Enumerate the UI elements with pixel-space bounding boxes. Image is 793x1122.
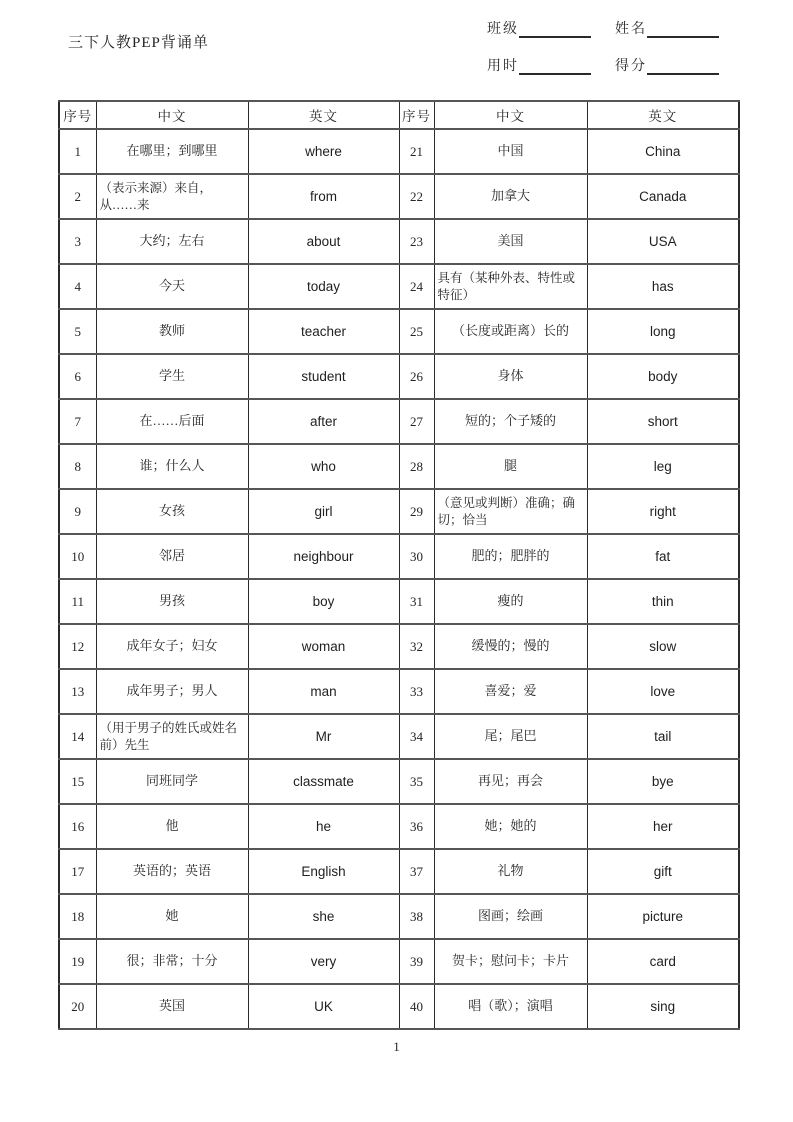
chinese-cell: 今天 [96, 264, 248, 309]
name-label: 姓名 [615, 22, 647, 37]
table-row [59, 579, 739, 624]
student-info-fields [487, 18, 747, 92]
vocab-table-body [59, 129, 739, 1029]
chinese-cell: 瘦的 [434, 579, 587, 624]
english-cell: UK [248, 984, 399, 1029]
index-cell: 18 [59, 894, 96, 939]
english-cell: classmate [248, 759, 399, 804]
name-field [615, 18, 719, 38]
index-cell: 12 [59, 624, 96, 669]
table-row [59, 714, 739, 759]
index-cell: 26 [399, 354, 434, 399]
english-cell: who [248, 444, 399, 489]
index-cell: 13 [59, 669, 96, 714]
index-cell: 25 [399, 309, 434, 354]
chinese-cell: 教师 [96, 309, 248, 354]
chinese-cell: 在……后面 [96, 399, 248, 444]
chinese-cell: （用于男子的姓氏或姓名前）先生 [96, 714, 248, 759]
table-row [59, 489, 739, 534]
time-fill-line [519, 60, 591, 75]
index-cell: 37 [399, 849, 434, 894]
index-cell: 28 [399, 444, 434, 489]
english-cell: love [587, 669, 739, 714]
english-cell: Canada [587, 174, 739, 219]
index-cell: 9 [59, 489, 96, 534]
english-cell: card [587, 939, 739, 984]
fields-row-2 [487, 55, 747, 75]
index-cell: 1 [59, 129, 96, 174]
table-row [59, 174, 739, 219]
index-cell: 30 [399, 534, 434, 579]
table-row [59, 264, 739, 309]
index-cell: 29 [399, 489, 434, 534]
header-index-left: 序号 [59, 101, 96, 129]
english-cell: short [587, 399, 739, 444]
table-row [59, 399, 739, 444]
table-row [59, 309, 739, 354]
chinese-cell: 唱（歌）；演唱 [434, 984, 587, 1029]
chinese-cell: 身体 [434, 354, 587, 399]
index-cell: 23 [399, 219, 434, 264]
chinese-cell: 再见；再会 [434, 759, 587, 804]
index-cell: 40 [399, 984, 434, 1029]
chinese-cell: 男孩 [96, 579, 248, 624]
english-cell: Mr [248, 714, 399, 759]
index-cell: 17 [59, 849, 96, 894]
table-row [59, 444, 739, 489]
index-cell: 16 [59, 804, 96, 849]
chinese-cell: 她 [96, 894, 248, 939]
score-label: 得分 [615, 59, 647, 74]
chinese-cell: 邻居 [96, 534, 248, 579]
header-english-left: 英文 [248, 101, 399, 129]
english-cell: very [248, 939, 399, 984]
chinese-cell: 在哪里；到哪里 [96, 129, 248, 174]
index-cell: 8 [59, 444, 96, 489]
chinese-cell: 英语的；英语 [96, 849, 248, 894]
table-row [59, 939, 739, 984]
english-cell: bye [587, 759, 739, 804]
index-cell: 10 [59, 534, 96, 579]
header-row [59, 101, 739, 129]
index-cell: 36 [399, 804, 434, 849]
time-label: 用时 [487, 59, 519, 74]
index-cell: 27 [399, 399, 434, 444]
class-field [487, 18, 591, 38]
index-cell: 11 [59, 579, 96, 624]
english-cell: neighbour [248, 534, 399, 579]
chinese-cell: 加拿大 [434, 174, 587, 219]
chinese-cell: 她；她的 [434, 804, 587, 849]
chinese-cell: 很；非常；十分 [96, 939, 248, 984]
index-cell: 39 [399, 939, 434, 984]
chinese-cell: 短的；个子矮的 [434, 399, 587, 444]
header-chinese-left: 中文 [96, 101, 248, 129]
english-cell: fat [587, 534, 739, 579]
chinese-cell: （长度或距离）长的 [434, 309, 587, 354]
table-row [59, 804, 739, 849]
chinese-cell: （表示来源）来自，从……来 [96, 174, 248, 219]
english-cell: tail [587, 714, 739, 759]
english-cell: woman [248, 624, 399, 669]
chinese-cell: 贺卡；慰问卡；卡片 [434, 939, 587, 984]
english-cell: girl [248, 489, 399, 534]
chinese-cell: 同班同学 [96, 759, 248, 804]
time-field [487, 55, 591, 75]
english-cell: has [587, 264, 739, 309]
header-index-right: 序号 [399, 101, 434, 129]
index-cell: 21 [399, 129, 434, 174]
chinese-cell: 图画；绘画 [434, 894, 587, 939]
english-cell: English [248, 849, 399, 894]
english-cell: boy [248, 579, 399, 624]
class-label: 班级 [487, 22, 519, 37]
index-cell: 3 [59, 219, 96, 264]
table-row [59, 849, 739, 894]
english-cell: about [248, 219, 399, 264]
english-cell: after [248, 399, 399, 444]
table-row [59, 669, 739, 714]
index-cell: 5 [59, 309, 96, 354]
index-cell: 22 [399, 174, 434, 219]
name-fill-line [647, 23, 719, 38]
index-cell: 15 [59, 759, 96, 804]
english-cell: from [248, 174, 399, 219]
chinese-cell: 具有（某种外表、特性或特征） [434, 264, 587, 309]
chinese-cell: 喜爱；爱 [434, 669, 587, 714]
chinese-cell: 中国 [434, 129, 587, 174]
header-english-right: 英文 [587, 101, 739, 129]
english-cell: teacher [248, 309, 399, 354]
index-cell: 34 [399, 714, 434, 759]
english-cell: sing [587, 984, 739, 1029]
chinese-cell: 美国 [434, 219, 587, 264]
chinese-cell: 谁；什么人 [96, 444, 248, 489]
page-number: 1 [393, 1039, 400, 1054]
english-cell: gift [587, 849, 739, 894]
chinese-cell: （意见或判断）准确；确切；恰当 [434, 489, 587, 534]
english-cell: her [587, 804, 739, 849]
chinese-cell: 礼物 [434, 849, 587, 894]
english-cell: China [587, 129, 739, 174]
english-cell: USA [587, 219, 739, 264]
chinese-cell: 女孩 [96, 489, 248, 534]
chinese-cell: 尾；尾巴 [434, 714, 587, 759]
vocab-table-header [59, 101, 739, 129]
class-fill-line [519, 23, 591, 38]
table-row [59, 534, 739, 579]
index-cell: 2 [59, 174, 96, 219]
english-cell: today [248, 264, 399, 309]
english-cell: right [587, 489, 739, 534]
chinese-cell: 大约；左右 [96, 219, 248, 264]
score-field [615, 55, 719, 75]
chinese-cell: 缓慢的；慢的 [434, 624, 587, 669]
index-cell: 33 [399, 669, 434, 714]
chinese-cell: 英国 [96, 984, 248, 1029]
page-title: 三下人教PEP背诵单 [68, 35, 209, 51]
english-cell: leg [587, 444, 739, 489]
chinese-cell: 他 [96, 804, 248, 849]
index-cell: 32 [399, 624, 434, 669]
index-cell: 35 [399, 759, 434, 804]
english-cell: he [248, 804, 399, 849]
index-cell: 20 [59, 984, 96, 1029]
index-cell: 6 [59, 354, 96, 399]
index-cell: 7 [59, 399, 96, 444]
table-row [59, 354, 739, 399]
chinese-cell: 成年男子；男人 [96, 669, 248, 714]
index-cell: 38 [399, 894, 434, 939]
chinese-cell: 成年女子；妇女 [96, 624, 248, 669]
index-cell: 4 [59, 264, 96, 309]
table-row [59, 759, 739, 804]
english-cell: man [248, 669, 399, 714]
english-cell: student [248, 354, 399, 399]
english-cell: long [587, 309, 739, 354]
english-cell: body [587, 354, 739, 399]
table-row [59, 624, 739, 669]
index-cell: 24 [399, 264, 434, 309]
vocab-table [58, 100, 740, 1030]
fields-row-1 [487, 18, 747, 38]
score-fill-line [647, 60, 719, 75]
header-chinese-right: 中文 [434, 101, 587, 129]
index-cell: 31 [399, 579, 434, 624]
english-cell: where [248, 129, 399, 174]
chinese-cell: 学生 [96, 354, 248, 399]
english-cell: slow [587, 624, 739, 669]
table-row [59, 894, 739, 939]
english-cell: she [248, 894, 399, 939]
chinese-cell: 肥的；肥胖的 [434, 534, 587, 579]
index-cell: 19 [59, 939, 96, 984]
table-row [59, 984, 739, 1029]
index-cell: 14 [59, 714, 96, 759]
chinese-cell: 腿 [434, 444, 587, 489]
table-row [59, 129, 739, 174]
table-row [59, 219, 739, 264]
english-cell: thin [587, 579, 739, 624]
english-cell: picture [587, 894, 739, 939]
